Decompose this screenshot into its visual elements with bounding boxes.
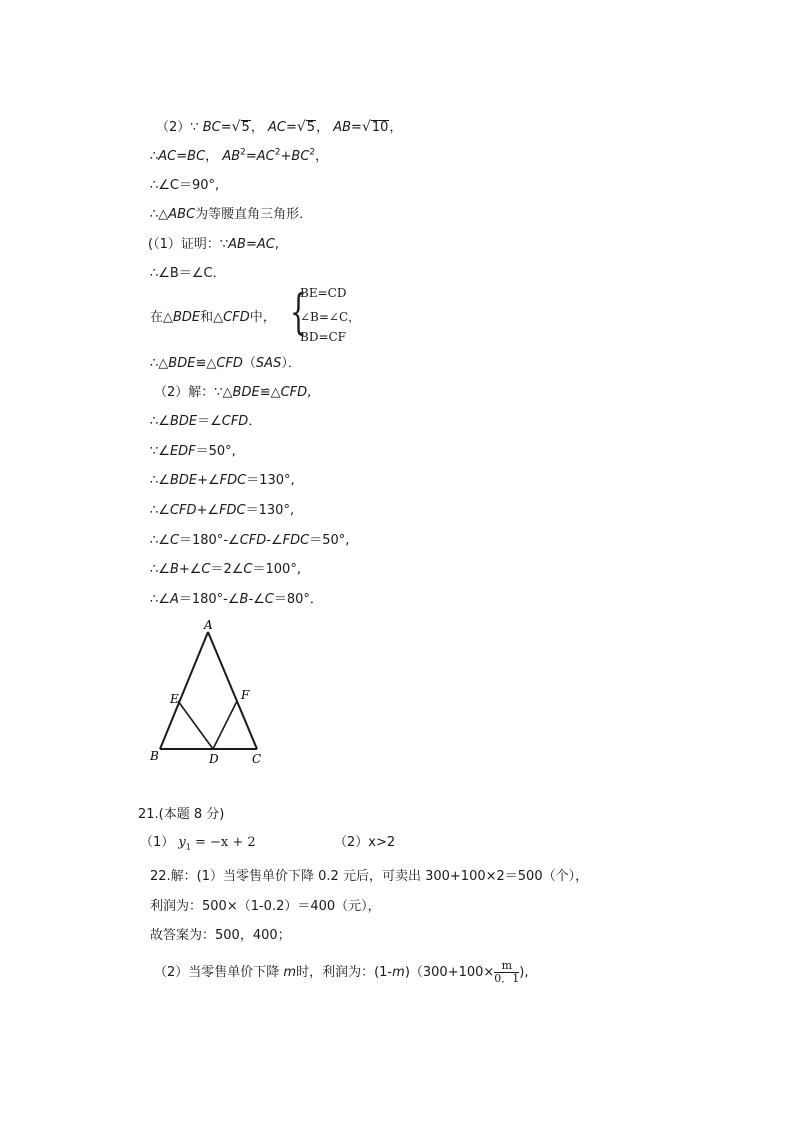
var-c: C — [201, 562, 211, 577]
q21-title: 21.(本题 8 分) — [138, 807, 225, 822]
var-m: m — [392, 965, 405, 980]
var-ab: AB — [222, 149, 241, 164]
text: ＝50°, — [309, 533, 350, 548]
text: ∵∠ — [150, 444, 170, 459]
eq-sign: = — [351, 120, 362, 135]
text: 为等腰直角三角形． — [195, 207, 313, 222]
numerator: m — [494, 960, 519, 973]
var-b: B — [169, 562, 179, 577]
exponent: 2 — [274, 147, 281, 158]
system-row: ∠B=∠C， — [300, 310, 361, 324]
line-solution-start — [154, 384, 311, 402]
comma: ， — [205, 149, 219, 164]
label-c: C — [252, 752, 262, 766]
part-label: （2） — [156, 120, 191, 135]
var-bc: BC — [291, 149, 310, 164]
var-cfd: CFD — [223, 310, 250, 325]
text: ＝50°, — [195, 444, 236, 459]
var-bc: BC — [187, 149, 206, 164]
var-cfd: CFD — [239, 533, 267, 548]
var-fdc: FDC — [219, 503, 246, 518]
because-symbol: ∵ — [190, 120, 199, 135]
var-cfd: CFD — [221, 414, 249, 429]
line-bde-eq-cfd — [150, 413, 261, 431]
var-ac: AC — [256, 237, 275, 252]
text: -∠ — [248, 592, 265, 607]
subscript: 1 — [185, 842, 191, 852]
line-b-plus-c-100 — [150, 561, 301, 579]
text: ∴∠ — [150, 562, 170, 577]
var-bde: BDE — [169, 473, 198, 488]
denominator: 0．1 — [494, 972, 520, 985]
q22-line-1: 22.解：(1）当零售单价下降 0.2 元后，可卖出 300+100×2＝500（个）， — [150, 869, 589, 884]
text: ＝100°, — [252, 562, 301, 577]
label-d: D — [209, 752, 219, 766]
text: ∴∠ — [150, 533, 170, 548]
text: +∠ — [197, 473, 220, 488]
var-c: C — [243, 562, 253, 577]
var-ac: AC — [256, 149, 275, 164]
var-abc: ABC — [168, 207, 196, 222]
label-e: E — [170, 692, 179, 706]
line-angle-b-eq-c: ∴∠B＝∠C． — [150, 266, 226, 281]
eq-sign: = — [285, 120, 297, 135]
line-angle-c-90: ∴∠C＝90°, — [150, 178, 220, 193]
q22-line-3: 故答案为：500，400； — [150, 928, 291, 943]
var-cfd: CFD — [169, 503, 197, 518]
text: ＝2∠ — [210, 562, 244, 577]
text: ≌△ — [195, 356, 217, 371]
var-a: A — [169, 592, 179, 607]
text: 时，利润为：(1- — [296, 965, 393, 980]
radicand: 10 — [371, 120, 389, 135]
var-cfd: CFD — [280, 385, 308, 400]
comma: , — [307, 385, 312, 400]
segment-ed — [178, 701, 213, 749]
label-a: A — [204, 618, 213, 632]
var-y: y — [178, 835, 186, 850]
system-row: BD=CF — [300, 330, 347, 344]
part-label: （1） — [140, 835, 175, 850]
sqrt-symbol: √ — [231, 119, 241, 135]
q21-answers — [140, 834, 395, 852]
text: ＝80°． — [273, 592, 323, 607]
var-b: B — [239, 592, 249, 607]
exponent: 2 — [240, 147, 246, 158]
plus-sign: + — [280, 149, 292, 164]
text: 在△ — [150, 310, 173, 325]
comma: ， — [389, 120, 403, 135]
comma: ， — [315, 149, 329, 164]
line-angle-a-80 — [150, 591, 323, 609]
text: 中， — [249, 310, 276, 325]
exponent: 2 — [309, 147, 316, 158]
eq-sign: = — [220, 120, 232, 135]
line-bde-fdc-130 — [150, 472, 295, 490]
q22-line-4 — [154, 960, 529, 985]
left-brace: { — [290, 284, 307, 340]
var-cfd: CFD — [216, 356, 243, 371]
text: ＝130°, — [245, 503, 295, 518]
side-ac — [208, 632, 257, 749]
text: ∴∠ — [150, 503, 170, 518]
var-bde: BDE — [173, 310, 201, 325]
text: ． — [248, 414, 262, 429]
system-row: BE=CD — [300, 286, 347, 300]
text: ∴∠ — [150, 414, 170, 429]
text: ＝180°-∠ — [179, 533, 240, 548]
line-proof-start — [148, 236, 279, 254]
var-sas: SAS — [255, 356, 282, 371]
var-fdc: FDC — [282, 533, 310, 548]
eq-sign: = — [176, 149, 188, 164]
label-b: B — [150, 749, 159, 763]
therefore-symbol: ∴ — [150, 149, 159, 164]
var-bde: BDE — [168, 356, 196, 371]
var-bde: BDE — [232, 385, 260, 400]
expression: = −x + 2 — [195, 835, 256, 850]
text: ∴∠ — [150, 473, 170, 488]
line-in-triangles — [150, 309, 276, 327]
text: ∴∠ — [150, 592, 170, 607]
text: ＝180°-∠ — [178, 592, 240, 607]
text: (（1）证明：∵ — [148, 237, 229, 252]
var-c: C — [264, 592, 274, 607]
line-bc-ac-ab — [156, 118, 402, 137]
var-ac: AC — [267, 120, 286, 135]
var-ab: AB — [228, 237, 246, 252]
text: )（300+100× — [404, 965, 495, 980]
fraction — [494, 960, 519, 985]
var-ac: AC — [158, 149, 177, 164]
text: +∠ — [196, 503, 220, 518]
eq-sign: = — [245, 237, 257, 252]
text: ＝130°, — [246, 473, 295, 488]
comma: , — [274, 237, 279, 252]
text: ∴△ — [150, 356, 169, 371]
q22-line-2: 利润为：500×（1-0.2）＝400（元）， — [150, 899, 381, 914]
text: +∠ — [178, 562, 202, 577]
var-m: m — [283, 965, 297, 980]
var-fdc: FDC — [219, 473, 247, 488]
text: -∠ — [266, 533, 283, 548]
text: ）． — [281, 356, 301, 371]
text: ≌△ — [259, 385, 281, 400]
line-ac-eq-bc — [150, 148, 328, 166]
segment-fd — [213, 701, 237, 749]
line-angle-c-50 — [150, 532, 349, 550]
var-bc: BC — [202, 120, 221, 135]
line-cfd-fdc-130 — [150, 502, 294, 520]
radicand: 5 — [306, 120, 316, 135]
eq-sign: = — [245, 149, 257, 164]
line-isosceles-right — [150, 206, 312, 224]
var-bde: BDE — [169, 414, 198, 429]
sqrt-symbol: √ — [361, 119, 371, 135]
line-congruent-sas — [150, 355, 301, 373]
var-c: C — [169, 533, 180, 548]
comma: ， — [316, 120, 330, 135]
text: ), — [519, 965, 529, 980]
sqrt-symbol: √ — [296, 119, 306, 135]
text: （2）当零售单价下降 — [154, 965, 280, 980]
triangle-figure — [140, 615, 280, 770]
text: 和△ — [200, 310, 224, 325]
text: （2）解：∵△ — [154, 385, 233, 400]
text: ∴△ — [150, 207, 169, 222]
line-edf-50 — [150, 443, 236, 461]
comma: ， — [250, 120, 264, 135]
label-f: F — [241, 688, 250, 702]
var-edf: EDF — [169, 444, 196, 459]
var-ab: AB — [333, 120, 352, 135]
equation-system — [290, 284, 364, 348]
text: ＝∠ — [197, 414, 222, 429]
radicand: 5 — [241, 120, 250, 135]
text: （ — [242, 356, 256, 371]
part-2-answer: （2）x>2 — [333, 835, 396, 850]
